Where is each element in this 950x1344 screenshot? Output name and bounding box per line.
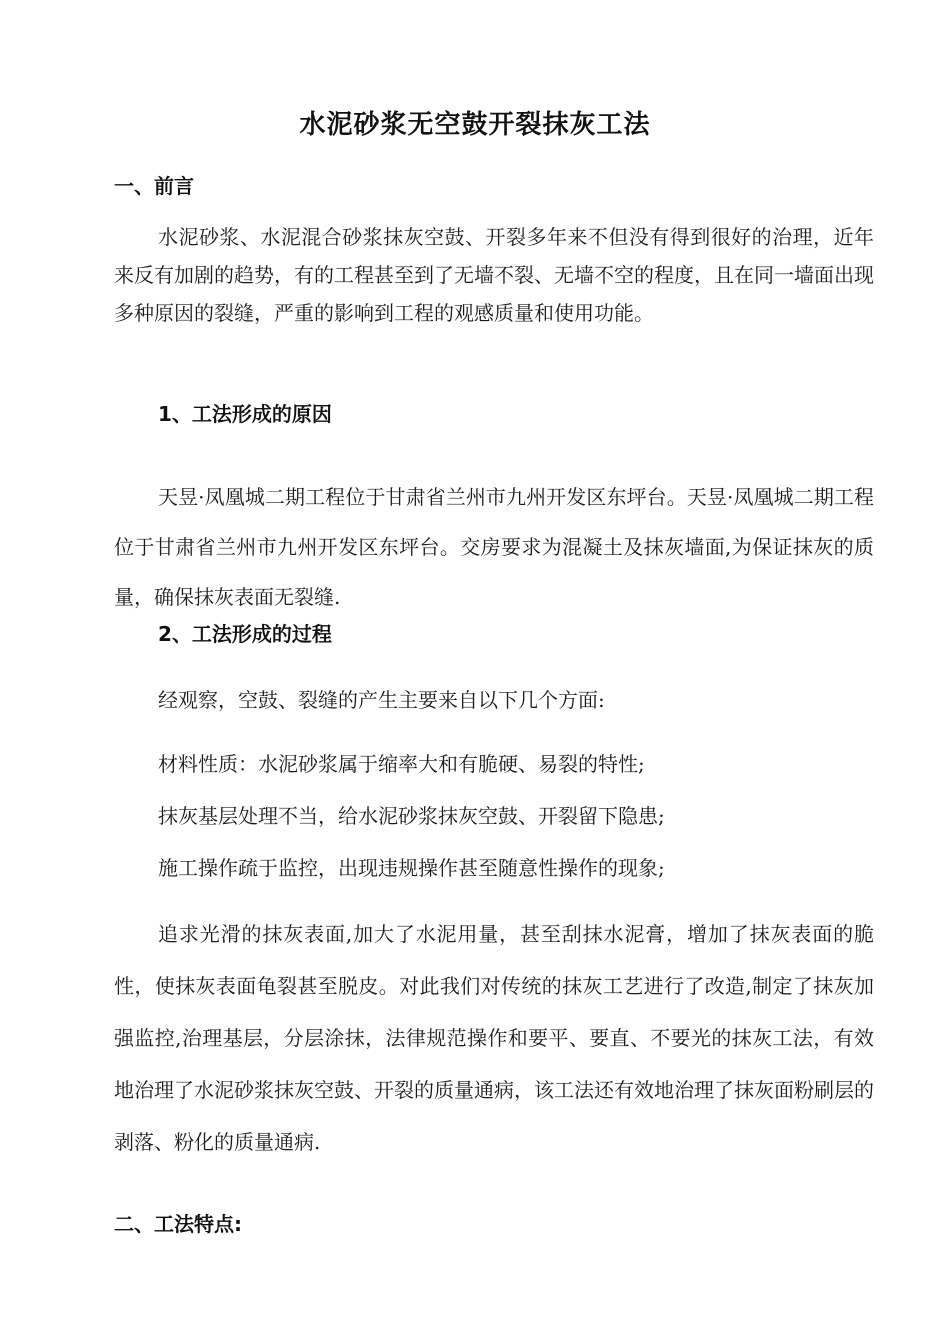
process-intro: 经观察，空鼓、裂缝的产生主要来自以下几个方面: [158,688,605,712]
process-item: 施工操作疏于监控，出现违规操作甚至随意性操作的现象; [158,856,665,880]
process-item: 材料性质：水泥砂浆属于缩率大和有脆硬、易裂的特性; [158,752,645,776]
reason-paragraph: 天昱·凤凰城二期工程位于甘肃省兰州市九州开发区东坪台。天昱·凤凰城二期工程位于甘肃省兰州市九州开发区东坪台。交房要求为混凝土及抹灰墙面,为保证抹灰的质量，确保抹灰表面无裂缝. [114,485,874,609]
document-title: 水泥砂浆无空鼓开裂抹灰工法 [299,110,651,140]
process-paragraph: 追求光滑的抹灰表面,加大了水泥用量，甚至刮抹水泥膏，增加了抹灰表面的脆性，使抹灰表面龟裂甚至脱皮。对此我们对传统的抹灰工艺进行了改造,制定了抹灰加强监控,治理基层，分层涂抹，法律规范操作和要平、要直、不要光的抹灰工法，有效地治理了水泥砂浆抹灰空鼓、开裂的质量通病，该工法还有效地治理了抹灰面粉刷层的剥落、粉化的质量通病. [114,922,874,1154]
subsection-heading-reason: 1、工法形成的原因 [158,402,332,426]
section-heading-foreword: 一、前言 [114,174,194,198]
process-item: 抹灰基层处理不当，给水泥砂浆抹灰空鼓、开裂留下隐患; [158,804,665,828]
section-heading-features: 二、工法特点: [114,1212,242,1236]
subsection-heading-process: 2、工法形成的过程 [158,622,332,646]
foreword-paragraph: 水泥砂浆、水泥混合砂浆抹灰空鼓、开裂多年来不但没有得到很好的治理，近年来反有加剧的趋势，有的工程甚至到了无墙不裂、无墙不空的程度，且在同一墙面出现多种原因的裂缝，严重的影响到工程的观感质量和使用功能。 [114,225,874,325]
